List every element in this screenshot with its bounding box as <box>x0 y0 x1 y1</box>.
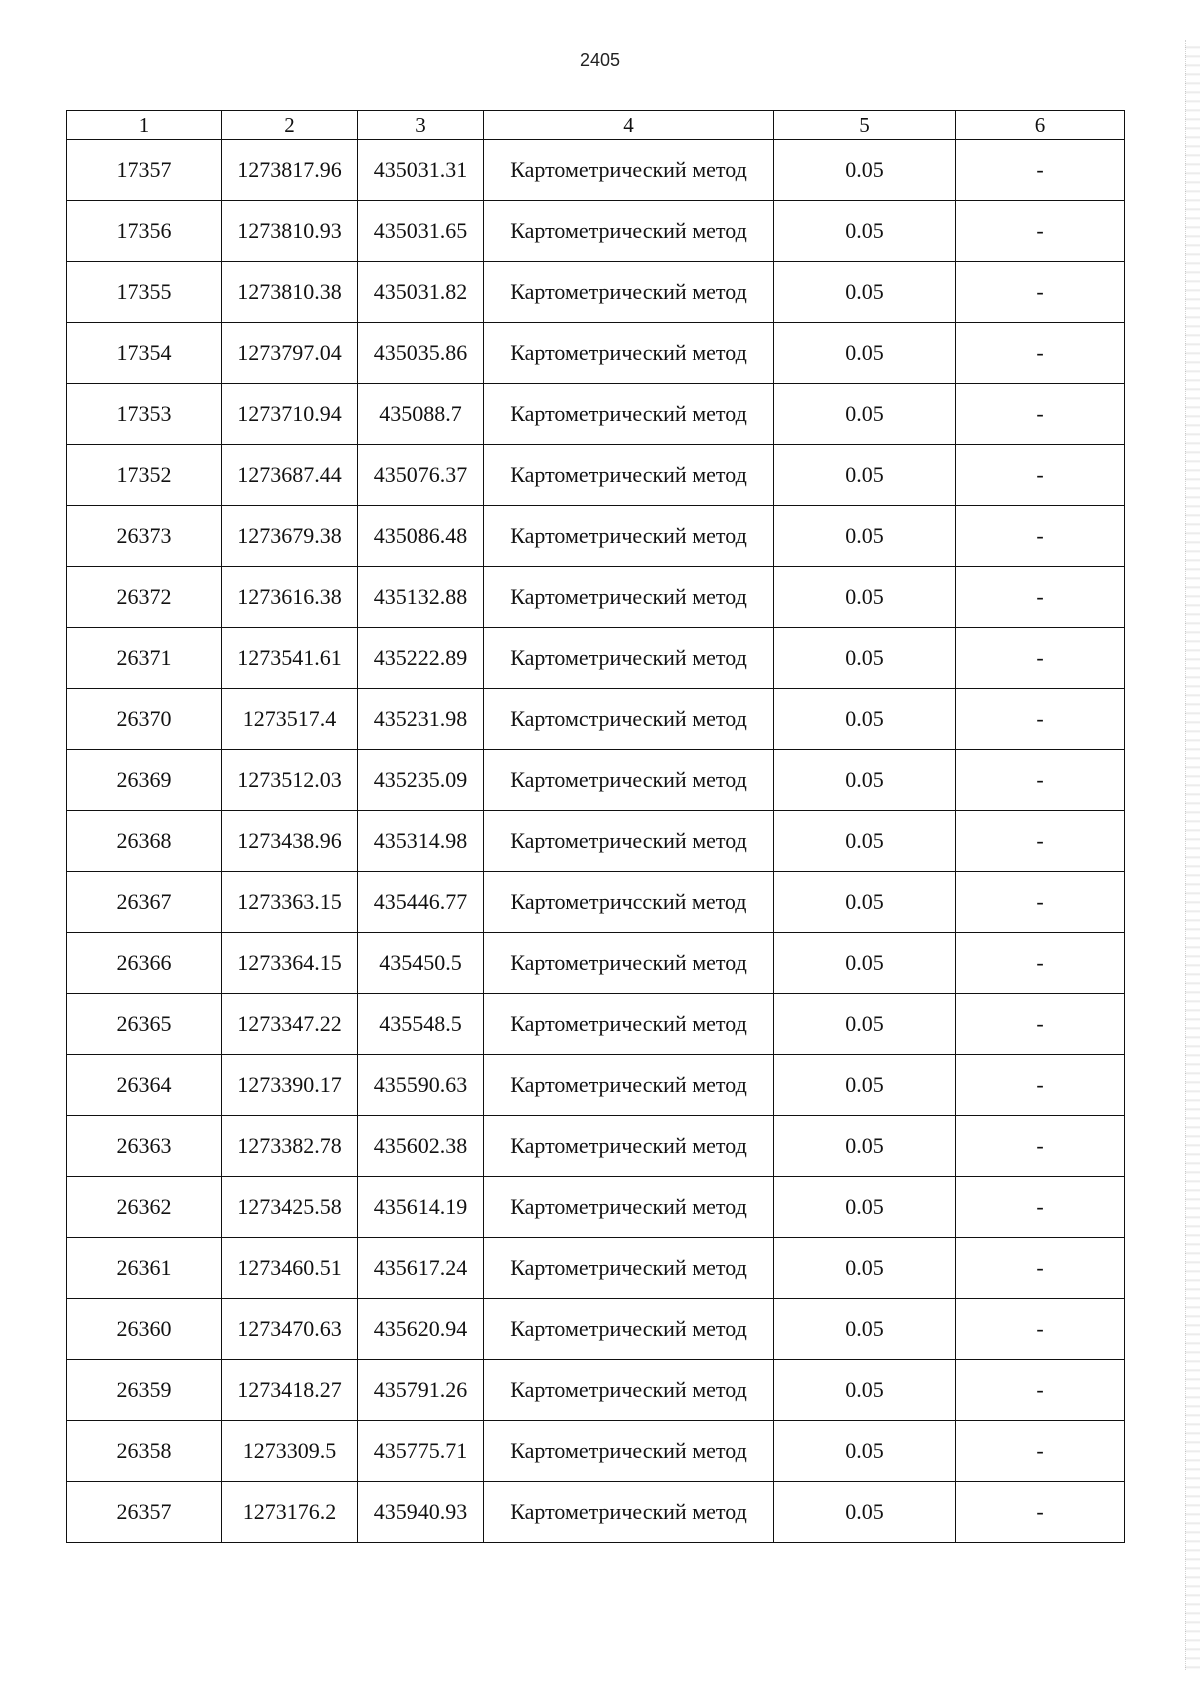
method-cell: Картометрический метод <box>484 384 774 445</box>
table-row <box>67 384 1125 445</box>
y-coordinate-cell: 435035.86 <box>358 323 484 384</box>
point-number-cell: 26368 <box>67 811 222 872</box>
y-coordinate-cell: 435031.65 <box>358 201 484 262</box>
note-cell: - <box>956 201 1125 262</box>
note-cell: - <box>956 262 1125 323</box>
point-number-cell: 26358 <box>67 1421 222 1482</box>
table-row <box>67 994 1125 1055</box>
table-row <box>67 567 1125 628</box>
y-coordinate-cell: 435775.71 <box>358 1421 484 1482</box>
x-coordinate-cell: 1273382.78 <box>222 1116 358 1177</box>
note-cell: - <box>956 933 1125 994</box>
note-cell: - <box>956 1238 1125 1299</box>
x-coordinate-cell: 1273710.94 <box>222 384 358 445</box>
method-cell: Картомстрический метод <box>484 689 774 750</box>
y-coordinate-cell: 435617.24 <box>358 1238 484 1299</box>
note-cell: - <box>956 628 1125 689</box>
method-cell: Картометрический метод <box>484 140 774 201</box>
note-cell: - <box>956 1055 1125 1116</box>
accuracy-cell: 0.05 <box>774 262 956 323</box>
method-cell: Картометрический метод <box>484 1055 774 1116</box>
note-cell: - <box>956 1299 1125 1360</box>
table-row <box>67 1421 1125 1482</box>
point-number-cell: 17355 <box>67 262 222 323</box>
y-coordinate-cell: 435132.88 <box>358 567 484 628</box>
point-number-cell: 17354 <box>67 323 222 384</box>
note-cell: - <box>956 445 1125 506</box>
table-row <box>67 506 1125 567</box>
x-coordinate-cell: 1273541.61 <box>222 628 358 689</box>
accuracy-cell: 0.05 <box>774 689 956 750</box>
column-header-6: 6 <box>956 111 1125 140</box>
method-cell: Картометрический метод <box>484 1360 774 1421</box>
point-number-cell: 26363 <box>67 1116 222 1177</box>
note-cell: - <box>956 506 1125 567</box>
table-body <box>67 140 1125 1543</box>
accuracy-cell: 0.05 <box>774 384 956 445</box>
page-number: 2405 <box>579 50 621 70</box>
point-number-cell: 26370 <box>67 689 222 750</box>
table-row <box>67 1482 1125 1543</box>
x-coordinate-cell: 1273390.17 <box>222 1055 358 1116</box>
y-coordinate-cell: 435791.26 <box>358 1360 484 1421</box>
table-row <box>67 1360 1125 1421</box>
point-number-cell: 17356 <box>67 201 222 262</box>
y-coordinate-cell: 435031.31 <box>358 140 484 201</box>
method-cell: Картометрический метод <box>484 1299 774 1360</box>
x-coordinate-cell: 1273425.58 <box>222 1177 358 1238</box>
note-cell: - <box>956 1421 1125 1482</box>
accuracy-cell: 0.05 <box>774 1177 956 1238</box>
point-number-cell: 17357 <box>67 140 222 201</box>
method-cell: Картометрический метод <box>484 1238 774 1299</box>
y-coordinate-cell: 435614.19 <box>358 1177 484 1238</box>
x-coordinate-cell: 1273347.22 <box>222 994 358 1055</box>
accuracy-cell: 0.05 <box>774 1421 956 1482</box>
y-coordinate-cell: 435602.38 <box>358 1116 484 1177</box>
point-number-cell: 26360 <box>67 1299 222 1360</box>
x-coordinate-cell: 1273364.15 <box>222 933 358 994</box>
table-row <box>67 1055 1125 1116</box>
note-cell: - <box>956 323 1125 384</box>
point-number-cell: 26367 <box>67 872 222 933</box>
point-number-cell: 26372 <box>67 567 222 628</box>
note-cell: - <box>956 689 1125 750</box>
method-cell: Картометрический метод <box>484 811 774 872</box>
note-cell: - <box>956 750 1125 811</box>
column-header-1: 1 <box>67 111 222 140</box>
y-coordinate-cell: 435620.94 <box>358 1299 484 1360</box>
accuracy-cell: 0.05 <box>774 872 956 933</box>
method-cell: Картометрический метод <box>484 933 774 994</box>
table-row <box>67 811 1125 872</box>
method-cell: Картометрический метод <box>484 1116 774 1177</box>
method-cell: Картометрический метод <box>484 323 774 384</box>
y-coordinate-cell: 435940.93 <box>358 1482 484 1543</box>
point-number-cell: 17353 <box>67 384 222 445</box>
y-coordinate-cell: 435031.82 <box>358 262 484 323</box>
table-row <box>67 1238 1125 1299</box>
method-cell: Картометрический метод <box>484 506 774 567</box>
y-coordinate-cell: 435086.48 <box>358 506 484 567</box>
x-coordinate-cell: 1273810.38 <box>222 262 358 323</box>
accuracy-cell: 0.05 <box>774 1238 956 1299</box>
note-cell: - <box>956 1116 1125 1177</box>
x-coordinate-cell: 1273176.2 <box>222 1482 358 1543</box>
table-row <box>67 201 1125 262</box>
accuracy-cell: 0.05 <box>774 1299 956 1360</box>
point-number-cell: 26371 <box>67 628 222 689</box>
accuracy-cell: 0.05 <box>774 201 956 262</box>
point-number-cell: 26364 <box>67 1055 222 1116</box>
accuracy-cell: 0.05 <box>774 933 956 994</box>
point-number-cell: 26361 <box>67 1238 222 1299</box>
point-number-cell: 26373 <box>67 506 222 567</box>
point-number-cell: 26362 <box>67 1177 222 1238</box>
note-cell: - <box>956 994 1125 1055</box>
method-cell: Картометрический метод <box>484 628 774 689</box>
table-row <box>67 872 1125 933</box>
note-cell: - <box>956 1360 1125 1421</box>
accuracy-cell: 0.05 <box>774 567 956 628</box>
method-cell: Картометричсский метод <box>484 872 774 933</box>
coordinates-table <box>66 110 1125 1543</box>
y-coordinate-cell: 435314.98 <box>358 811 484 872</box>
table-row <box>67 689 1125 750</box>
y-coordinate-cell: 435231.98 <box>358 689 484 750</box>
accuracy-cell: 0.05 <box>774 1360 956 1421</box>
point-number-cell: 26357 <box>67 1482 222 1543</box>
table-row <box>67 1177 1125 1238</box>
note-cell: - <box>956 1482 1125 1543</box>
x-coordinate-cell: 1273797.04 <box>222 323 358 384</box>
note-cell: - <box>956 140 1125 201</box>
x-coordinate-cell: 1273517.4 <box>222 689 358 750</box>
note-cell: - <box>956 384 1125 445</box>
x-coordinate-cell: 1273687.44 <box>222 445 358 506</box>
table-row <box>67 1299 1125 1360</box>
table-row <box>67 750 1125 811</box>
y-coordinate-cell: 435088.7 <box>358 384 484 445</box>
table-row <box>67 445 1125 506</box>
point-number-cell: 17352 <box>67 445 222 506</box>
accuracy-cell: 0.05 <box>774 994 956 1055</box>
accuracy-cell: 0.05 <box>774 140 956 201</box>
method-cell: Картометрический метод <box>484 994 774 1055</box>
x-coordinate-cell: 1273512.03 <box>222 750 358 811</box>
method-cell: Картометрический метод <box>484 1482 774 1543</box>
table-row <box>67 140 1125 201</box>
accuracy-cell: 0.05 <box>774 628 956 689</box>
column-header-2: 2 <box>222 111 358 140</box>
x-coordinate-cell: 1273418.27 <box>222 1360 358 1421</box>
accuracy-cell: 0.05 <box>774 323 956 384</box>
table-row <box>67 262 1125 323</box>
note-cell: - <box>956 811 1125 872</box>
accuracy-cell: 0.05 <box>774 1482 956 1543</box>
accuracy-cell: 0.05 <box>774 811 956 872</box>
method-cell: Картометрический метод <box>484 1421 774 1482</box>
y-coordinate-cell: 435222.89 <box>358 628 484 689</box>
note-cell: - <box>956 872 1125 933</box>
point-number-cell: 26369 <box>67 750 222 811</box>
header-row <box>67 111 1125 140</box>
table-row <box>67 1116 1125 1177</box>
x-coordinate-cell: 1273470.63 <box>222 1299 358 1360</box>
table-row <box>67 323 1125 384</box>
table-row <box>67 628 1125 689</box>
scan-edge-artifact <box>1185 40 1200 1670</box>
method-cell: Картометрический метод <box>484 1177 774 1238</box>
accuracy-cell: 0.05 <box>774 1055 956 1116</box>
x-coordinate-cell: 1273817.96 <box>222 140 358 201</box>
point-number-cell: 26366 <box>67 933 222 994</box>
note-cell: - <box>956 1177 1125 1238</box>
accuracy-cell: 0.05 <box>774 1116 956 1177</box>
y-coordinate-cell: 435548.5 <box>358 994 484 1055</box>
column-header-5: 5 <box>774 111 956 140</box>
method-cell: Картометрический метод <box>484 445 774 506</box>
method-cell: Картометрический метод <box>484 567 774 628</box>
column-header-3: 3 <box>358 111 484 140</box>
x-coordinate-cell: 1273460.51 <box>222 1238 358 1299</box>
point-number-cell: 26359 <box>67 1360 222 1421</box>
table-header <box>67 111 1125 140</box>
x-coordinate-cell: 1273363.15 <box>222 872 358 933</box>
accuracy-cell: 0.05 <box>774 506 956 567</box>
method-cell: Картометрический метод <box>484 262 774 323</box>
x-coordinate-cell: 1273679.38 <box>222 506 358 567</box>
method-cell: Картометрический метод <box>484 201 774 262</box>
table-row <box>67 933 1125 994</box>
x-coordinate-cell: 1273616.38 <box>222 567 358 628</box>
x-coordinate-cell: 1273810.93 <box>222 201 358 262</box>
y-coordinate-cell: 435235.09 <box>358 750 484 811</box>
y-coordinate-cell: 435450.5 <box>358 933 484 994</box>
y-coordinate-cell: 435446.77 <box>358 872 484 933</box>
x-coordinate-cell: 1273438.96 <box>222 811 358 872</box>
method-cell: Картометрический метод <box>484 750 774 811</box>
y-coordinate-cell: 435076.37 <box>358 445 484 506</box>
point-number-cell: 26365 <box>67 994 222 1055</box>
accuracy-cell: 0.05 <box>774 750 956 811</box>
x-coordinate-cell: 1273309.5 <box>222 1421 358 1482</box>
note-cell: - <box>956 567 1125 628</box>
accuracy-cell: 0.05 <box>774 445 956 506</box>
y-coordinate-cell: 435590.63 <box>358 1055 484 1116</box>
column-header-4: 4 <box>484 111 774 140</box>
